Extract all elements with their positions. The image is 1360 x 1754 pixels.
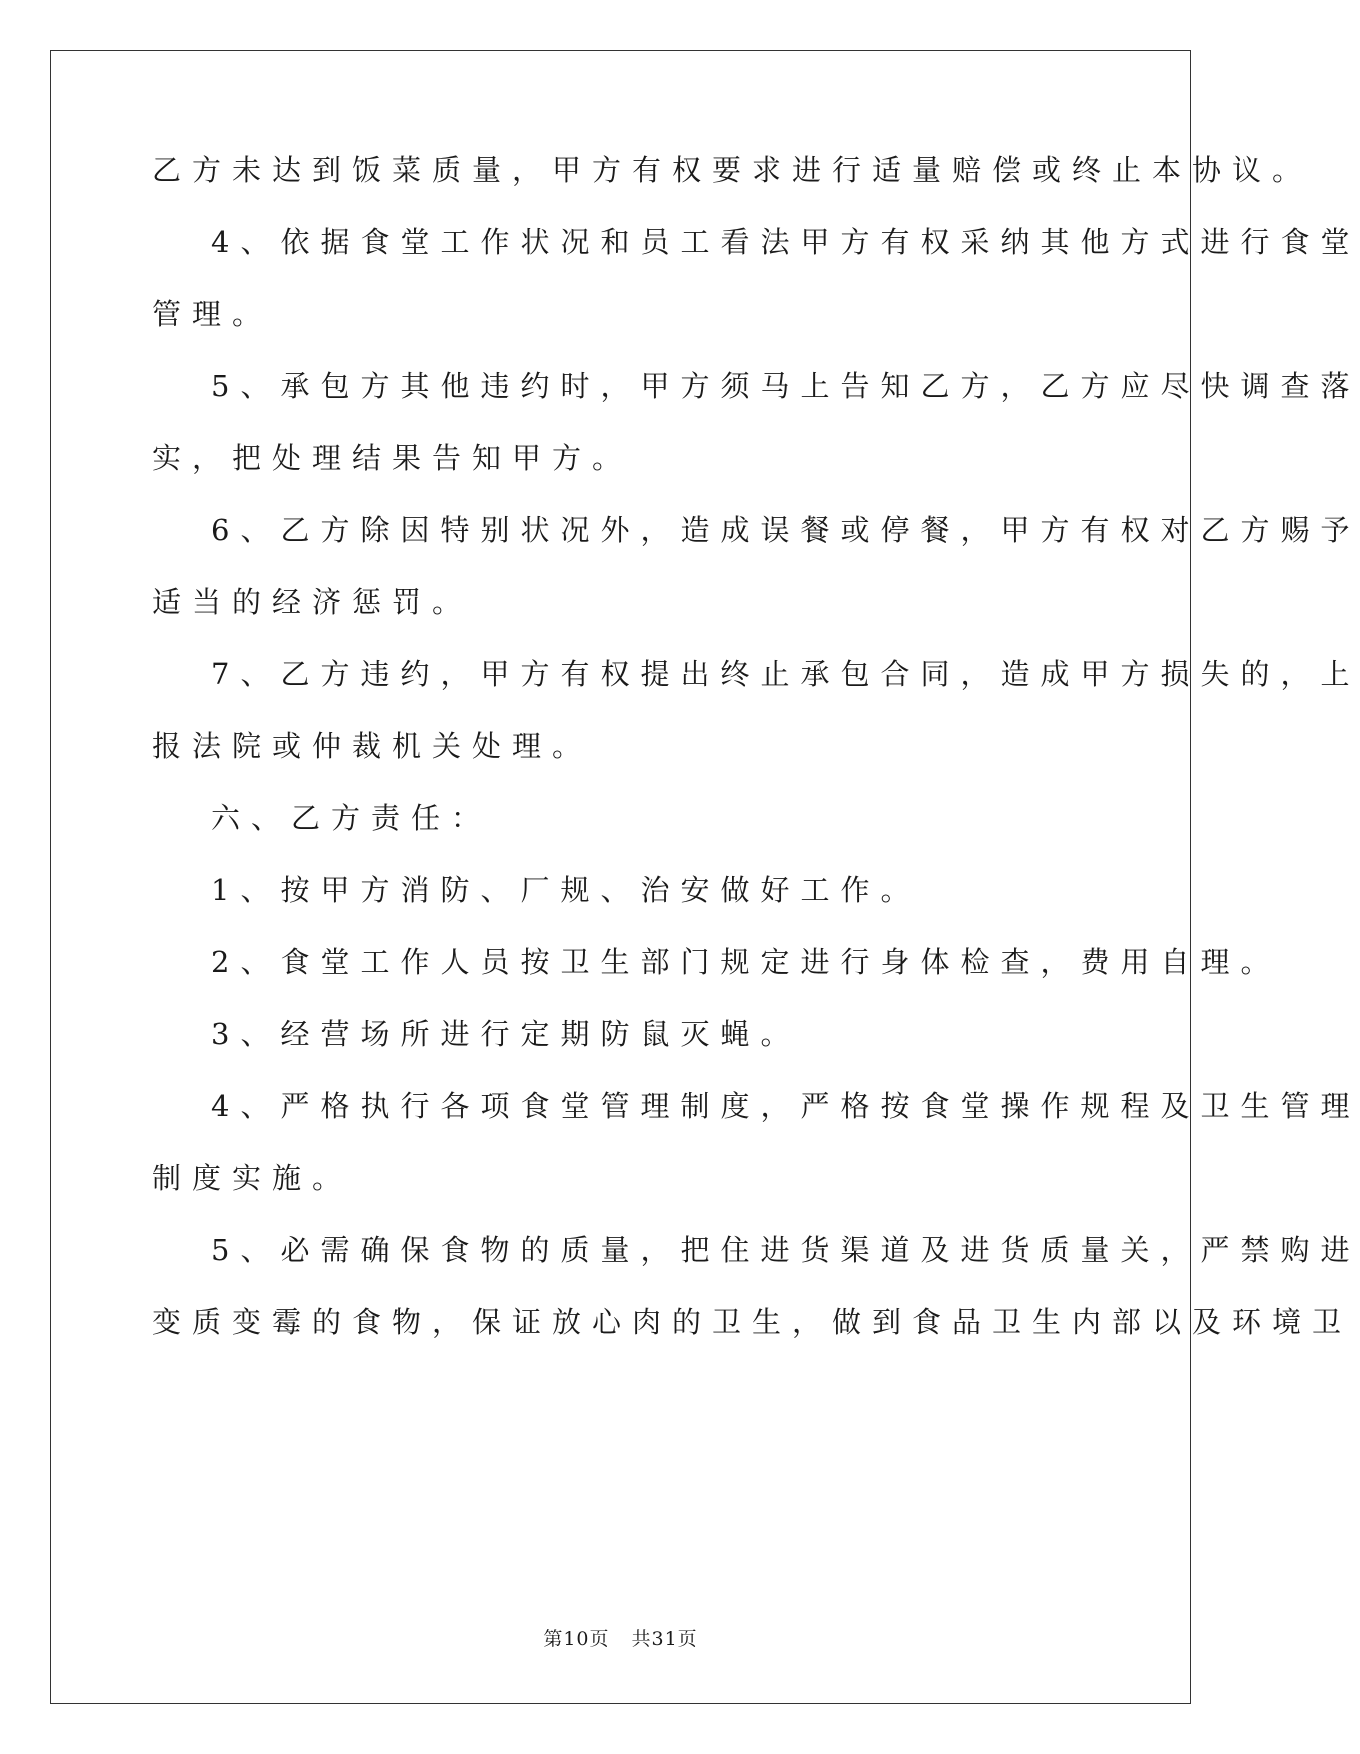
page-total: 共31页 (631, 1628, 698, 1650)
paragraph-line: 乙方未达到饭菜质量，甲方有权要求进行适量赔偿或终止本协议。 (152, 153, 1313, 187)
paragraph-line: 5、必需确保食物的质量，把住进货渠道及进货质量关，严禁购进 (211, 1233, 1360, 1267)
paragraph-line: 管理。 (152, 297, 273, 331)
paragraph-line: 7、乙方违约，甲方有权提出终止承包合同，造成甲方损失的，上 (211, 657, 1360, 691)
paragraph-line: 3、经营场所进行定期防鼠灭蝇。 (211, 1017, 801, 1051)
paragraph-line: 4、依据食堂工作状况和员工看法甲方有权采纳其他方式进行食堂 (211, 225, 1360, 259)
paragraph-line: 制度实施。 (152, 1161, 353, 1195)
paragraph-line: 4、严格执行各项食堂管理制度，严格按食堂操作规程及卫生管理 (211, 1089, 1360, 1123)
section-heading: 六、乙方责任： (211, 801, 492, 835)
paragraph-line: 5、承包方其他违约时，甲方须马上告知乙方，乙方应尽快调查落 (211, 369, 1360, 403)
paragraph-line: 2、食堂工作人员按卫生部门规定进行身体检查，费用自理。 (211, 945, 1281, 979)
paragraph-line: 报法院或仲裁机关处理。 (152, 729, 593, 763)
page-footer (0, 1624, 1241, 1651)
page-number: 第10页 (543, 1628, 610, 1650)
paragraph-line: 6、乙方除因特别状况外，造成误餐或停餐，甲方有权对乙方赐予 (211, 513, 1360, 547)
paragraph-line: 实，把处理结果告知甲方。 (152, 441, 633, 475)
paragraph-line: 适当的经济惩罚。 (152, 585, 473, 619)
paragraph-line: 变质变霉的食物，保证放心肉的卫生，做到食品卫生内部以及环境卫 (152, 1305, 1353, 1339)
paragraph-line: 1、按甲方消防、厂规、治安做好工作。 (211, 873, 921, 907)
